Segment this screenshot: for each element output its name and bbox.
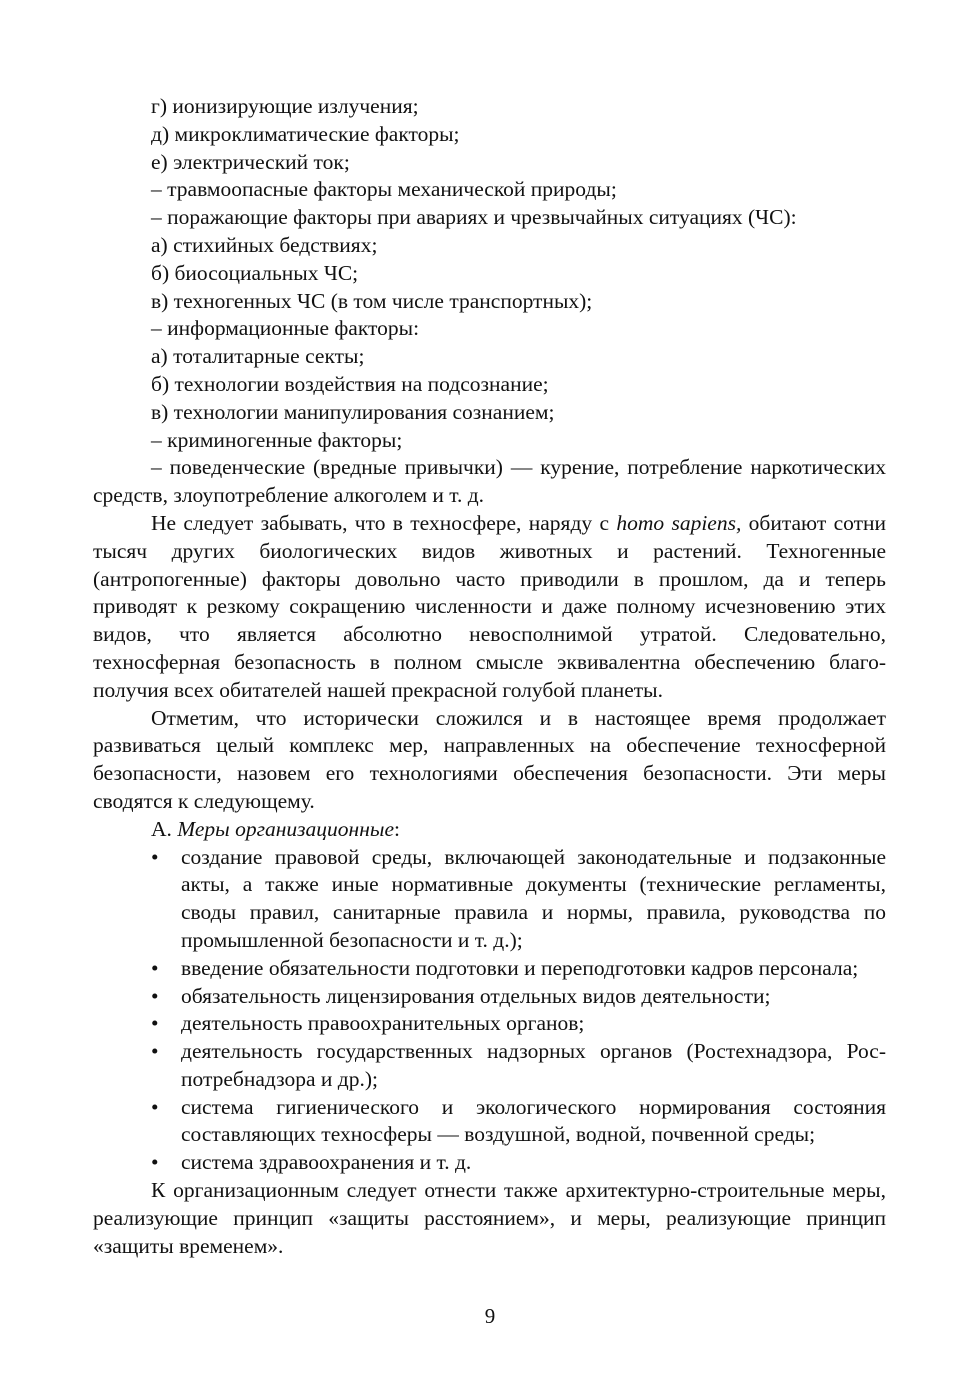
section-title: Меры организационные bbox=[177, 816, 394, 841]
bullet-item: • система здравоохранения и т. д. bbox=[93, 1149, 886, 1177]
bullet-item: • деятельность государственных надзорных органов (Ростехнадзора, Роспотребнадзора и др.); bbox=[93, 1038, 886, 1094]
bullet-item: • введение обязательности подготовки и переподготовки кадров персонала; bbox=[93, 955, 886, 983]
list-line: в) техногенных ЧС (в том числе транспортных); bbox=[151, 288, 593, 313]
bullet-item: • создание правовой среды, включающей законодательные и подзаконные акты, а также иные нормативные документы (технические регламенты, своды правил, санитарные правила и нормы, правила, руководства по промышленной безопасности и т. д.); bbox=[93, 844, 886, 955]
section-heading-a bbox=[93, 816, 886, 844]
paragraph-final: К организационным следует отнести также архитектурно-строительные меры, реализующие принцип «защиты расстоянием», и меры, реализующие принцип «защиты временем». bbox=[93, 1178, 886, 1258]
paragraph-text: обитают сотни тысяч других биологических видов животных и растений. Техногенные (антропогенные) факторы довольно часто приводили в прошлом, да и теперь приводят к резкому сокращению численности и даже полному исчезновению этих видов, что является абсолютно невосполнимой утратой. Следовательно, техносферная безопасность в полном смысле эквивалентна обеспечению благополучия всех обитателей нашей прекрасной голубой планеты. bbox=[93, 510, 886, 702]
list-line: а) стихийных бедствиях; bbox=[151, 232, 378, 257]
bullet-item: • обязательность лицензирования отдельных видов деятельности; bbox=[93, 983, 886, 1011]
paragraph-text: Не следует забывать, что в техносфере, наряду с bbox=[151, 510, 617, 535]
list-line: е) электрический ток; bbox=[151, 149, 350, 174]
paragraph-homo-sapiens bbox=[93, 510, 886, 705]
bullet-list bbox=[93, 844, 886, 1178]
list-line: б) биосоциальных ЧС; bbox=[151, 260, 359, 285]
list-line: д) микроклиматические факторы; bbox=[151, 121, 460, 146]
list-line: б) технологии воздействия на подсознание; bbox=[151, 371, 549, 396]
italic-term: homo sapiens, bbox=[616, 510, 742, 535]
list-line: – криминогенные факторы; bbox=[151, 427, 403, 452]
section-colon: : bbox=[394, 816, 400, 841]
list-line: – травмоопасные факторы механической природы; bbox=[151, 177, 617, 202]
bullet-item: • деятельность правоохранительных органов; bbox=[93, 1010, 886, 1038]
paragraph-measures: Отметим, что исторически сложился и в настоящее время продолжает развиваться целый комплекс мер, направленных на обеспечение техносферной безопасности, назовем его технологиями обеспечения безопасности. Эти меры сводятся к следующему. bbox=[93, 705, 886, 813]
list-line: – информационные факторы: bbox=[151, 316, 420, 341]
list-line: в) технологии манипулирования сознанием; bbox=[151, 399, 555, 424]
bullet-item: • система гигиенического и экологического нормирования состояния составляющих техносферы — воздушной, водной, почвенной среды; bbox=[93, 1094, 886, 1150]
list-line: г) ионизирующие излучения; bbox=[151, 94, 419, 118]
document-page bbox=[93, 93, 886, 1260]
section-letter: А. bbox=[151, 816, 178, 841]
list-line: – поражающие факторы при авариях и чрезвычайных ситуациях (ЧС): bbox=[151, 205, 797, 230]
page-number: 9 bbox=[484, 1304, 496, 1328]
paragraph-behavioral: – поведенческие (вредные привычки) — курение, потребление наркотических средств, злоупотребление алкоголем и т. д. bbox=[93, 455, 886, 508]
list-line: а) тоталитарные секты; bbox=[151, 344, 365, 369]
